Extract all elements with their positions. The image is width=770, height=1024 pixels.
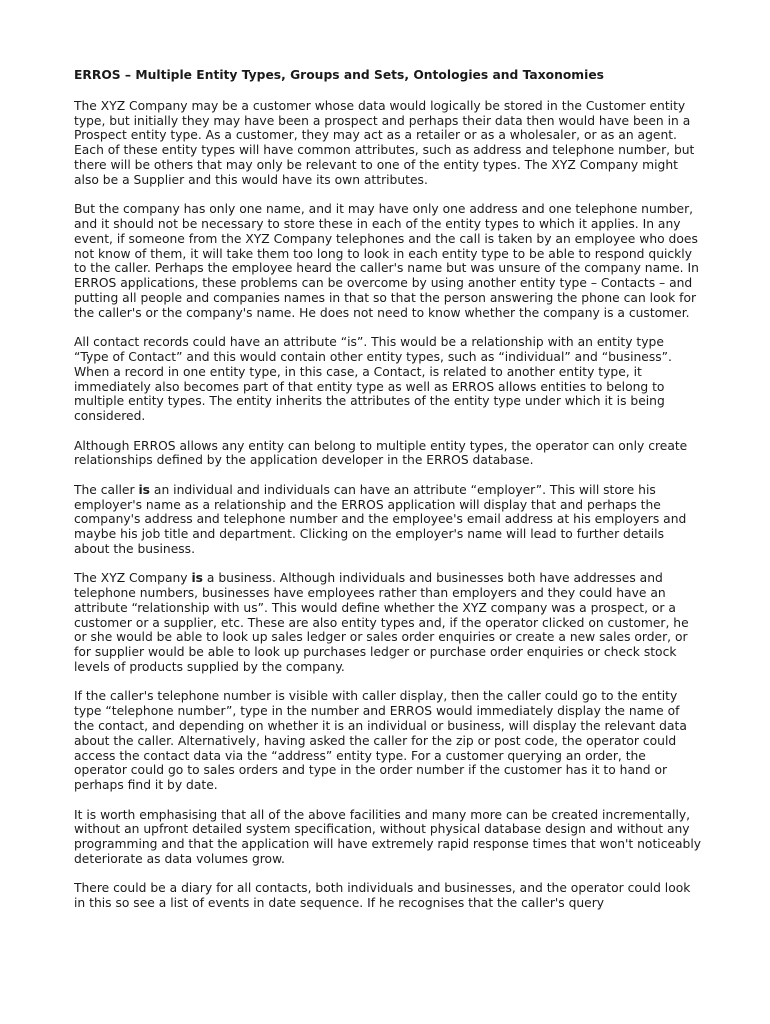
emphasis-is: is: [138, 482, 150, 497]
document-title: ERROS – Multiple Entity Types, Groups and Sets, Ontologies and Taxonomies: [74, 68, 604, 82]
paragraph-5: The caller is an individual and individuals can have an attribute “employer”. This will store his employer's name as a relationship and the ERROS application will display that and perhaps the company's address and telephone number and the employee's email address at his employers and maybe his job title and department. Clicking on the employer's name will lead to further details about the business.: [74, 482, 687, 556]
paragraph-1: The XYZ Company may be a customer whose data would logically be stored in the Customer entity type, but initially they may have been a prospect and perhaps their data then would have been in a Prospect entity type. As a customer, they may act as a retailer or as a wholesaler, or as an agent. Each of these entity types will have common attributes, such as address and telephone number, but there will be others that may only be relevant to one of the entity types. The XYZ Company might also be a Supplier and this would have its own attributes.: [74, 98, 695, 187]
paragraph-2: But the company has only one name, and it may have only one address and one telephone number, and it should not be necessary to store these in each of the entity types to which it applies. In any event, if someone from the XYZ Company telephones and the call is taken by an employee who does not know of them, it will take them too long to look in each entity type to be able to respond quickly to the caller. Perhaps the employee heard the caller's name but was unsure of the company name. In ERROS applications, these problems can be overcome by using another entity type – Contacts – and putting all people and companies names in that so that the person answering the phone can look for the caller's or the company's name. He does not need to know whether the company is a customer.: [74, 202, 699, 320]
paragraph-8: It is worth emphasising that all of the above facilities and many more can be created incrementally, without an upfront detailed system specification, without physical database design and without any programming and that the application will have extremely rapid response times that won't noticeably deteriorate as data volumes grow.: [74, 807, 702, 867]
paragraph-4: Although ERROS allows any entity can belong to multiple entity types, the operator can only create relationships defined by the application developer in the ERROS database.: [74, 438, 688, 468]
paragraph-7: If the caller's telephone number is visible with caller display, then the caller could go to the entity type “telephone number”, type in the number and ERROS would immediately display the name of the contact, and depending on whether it is an individual or business, will display the relevant data about the caller. Alternatively, having asked the caller for the zip or post code, the operator could access the contact data via the “address” entity type. For a customer querying an order, the operator could go to sales orders and type in the order number if the customer has it to hand or perhaps find it by date.: [74, 689, 687, 793]
emphasis-is: is: [191, 571, 204, 586]
paragraph-3: All contact records could have an attribute “is”. This would be a relationship with an entity type “Type of Contact” and this would contain other entity types, such as “individual” and “business”. When a record in one entity type, in this case, a Contact, is related to another entity type, it immediately also becomes part of that entity type as well as ERROS allows entities to belong to multiple entity types. The entity inherits the attributes of the entity type under which it is being considered.: [74, 335, 672, 424]
paragraph-6: The XYZ Company is a business. Although individuals and businesses both have addresses and telephone numbers, businesses have employees rather than employers and they could have an attribute “relationship with us”. This would define whether the XYZ company was a prospect, or a customer or a supplier, etc. These are also entity types and, if the operator clicked on customer, he or she would be able to look up sales ledger or sales order enquiries or create a new sales order, or for supplier would be able to look up purchases ledger or purchase order enquiries or check stock levels of products supplied by the company.: [74, 571, 689, 675]
paragraph-9: There could be a diary for all contacts, both individuals and businesses, and the operator could look in this so see a list of events in date sequence. If he recognises that the caller's query: [74, 881, 691, 911]
